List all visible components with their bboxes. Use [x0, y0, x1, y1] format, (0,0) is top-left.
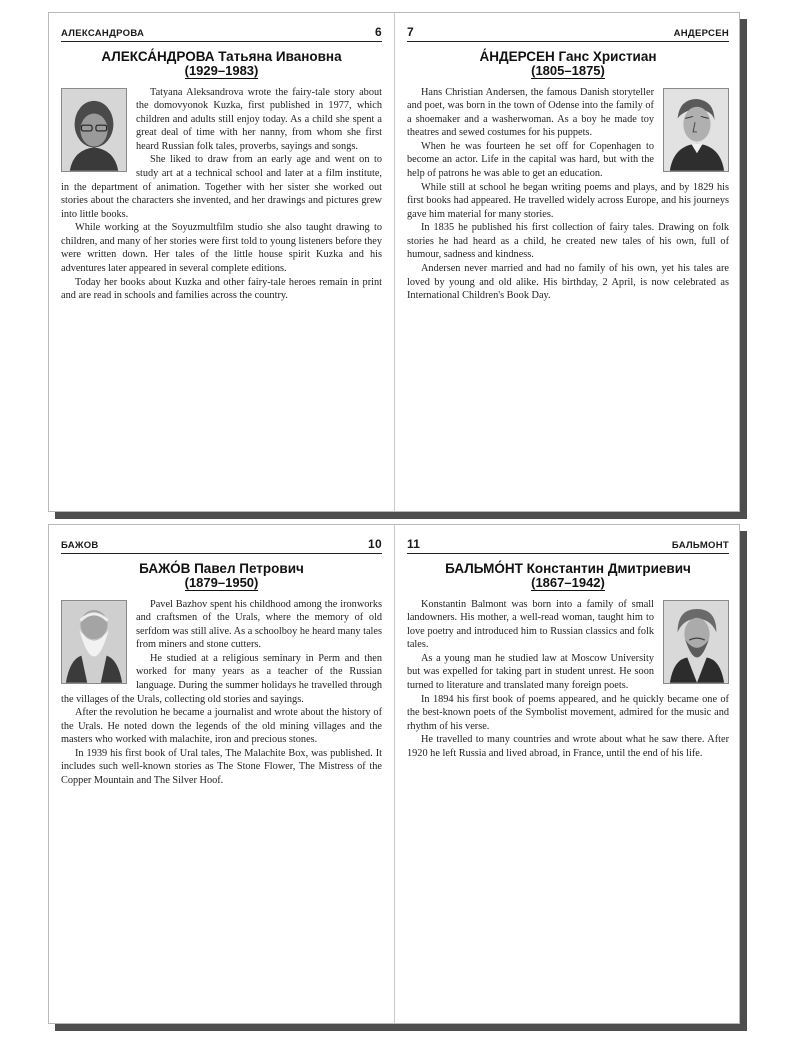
running-head-title: БАЖОВ	[61, 540, 99, 551]
author-portrait	[663, 600, 729, 684]
article-body	[407, 598, 729, 761]
page-number: 6	[375, 25, 382, 39]
page-6	[49, 13, 395, 511]
paragraph: He travelled to many countries and wrote about what he saw there. After 1920 he left Russia and lived abroad, in France, until the end of his life.	[407, 734, 729, 759]
page-10	[49, 525, 395, 1023]
page-number: 11	[407, 537, 421, 551]
running-head-title: БАЛЬМОНТ	[671, 540, 729, 551]
author-years-text: (1867–1942)	[531, 574, 605, 590]
top-spread	[48, 12, 740, 512]
page-number: 10	[368, 537, 382, 551]
paragraph: He studied at a religious seminary in Perm and then worked for many years as a teacher of the Russian language. During the summer holidays he travelled through the villages of the Urals, collecting old stories and sayings.	[61, 652, 382, 705]
paragraph: In 1939 his first book of Ural tales, The Malachite Box, was published. It includes such well-known stories as The Stone Flower, The Mistress of the Copper Mountain and The Silver Hoof.	[61, 747, 382, 787]
paragraph: While still at school he began writing poems and plays, and by 1829 his first books had appeared. He travelled widely across Europe, and his journeys gave him material for many stories.	[407, 181, 729, 220]
article-body	[61, 86, 382, 303]
running-head	[407, 25, 729, 42]
author-portrait	[61, 600, 127, 684]
paragraph: Pavel Bazhov spent his childhood among the ironworks and craftsmen of the Urals, where the memory of old serfdom was still alive. As a schoolboy he heard many tales from miners and stone cutters.	[136, 598, 382, 651]
author-portrait	[61, 88, 127, 172]
article-body	[407, 86, 729, 303]
author-name: БАЛЬМО́НТ Константин Дмитриевич	[445, 561, 691, 576]
portrait-image	[62, 89, 126, 171]
paragraph: Andersen never married and had no family of his own, yet his tales are loved by young and old alike. His birthday, 2 April, is now celebrated as International Children's Book Day.	[407, 263, 729, 302]
portrait-image	[62, 601, 126, 683]
running-head	[407, 537, 729, 554]
paragraph: Today her books about Kuzka and other fairy-tale heroes remain in print and are read in schools and families across the country.	[61, 276, 382, 302]
running-head	[61, 25, 382, 42]
portrait-image	[664, 601, 728, 683]
paragraph: Hans Christian Andersen, the famous Danish storyteller and poet, was born in the town of Odense into the family of a shoemaker and a washerwoman. As a boy he made toy theatres and sewed costumes for his puppets.	[407, 86, 654, 139]
paragraph: In 1835 he published his first collection of fairy tales. Drawing on folk stories he had heard as a child, he created new tales of his own, full of humour, sadness and kindness.	[407, 222, 729, 261]
author-portrait	[663, 88, 729, 172]
page-number: 7	[407, 25, 414, 39]
paragraph: After the revolution he became a journalist and wrote about the history of the Urals. He noted down the legends of the old mining villages and the masters who worked with malachite, iron and precious stones.	[61, 707, 382, 746]
paragraph: When he was fourteen he set off for Copenhagen to become an actor. Life in the capital was hard, but with the help of patrons he was able to get an education.	[407, 140, 654, 179]
author-years-text: (1879–1950)	[184, 574, 259, 590]
bottom-spread	[48, 524, 740, 1024]
author-name: АЛЕКСА́НДРОВА Татьяна Ивановна	[101, 49, 342, 64]
running-head-title: АНДЕРСЕН	[673, 28, 729, 39]
portrait-image	[664, 89, 728, 171]
author-years-text: (1805–1875)	[531, 62, 605, 78]
page-7	[395, 13, 741, 511]
paragraph: While working at the Soyuzmultfilm studio she also taught drawing to children, and many of her stories were first told to young listeners before they were written down. Her tales of the little house spirit Kuzka and his adventures later appeared in several complete editions.	[61, 222, 382, 275]
paragraph: Konstantin Balmont was born into a family of small landowners. His mother, a well-read woman, taught him to love poetry and introduced him to Russian classics and folk tales.	[407, 598, 654, 651]
paragraph: Tatyana Aleksandrova wrote the fairy-tale story about the domovyonok Kuzka, first published in 1977, which children and adults still enjoy today. As a child she spent a great deal of time with her nanny, from whom she first heard Russian folk tales, proverbs, sayings and songs.	[136, 86, 382, 152]
author-years	[61, 64, 382, 77]
author-name: А́НДЕРСЕН Ганс Христиан	[479, 49, 657, 64]
running-head-title: АЛЕКСАНДРОВА	[61, 28, 145, 39]
author-years	[407, 576, 729, 589]
paragraph: In 1894 his first book of poems appeared, and he quickly became one of the best-known poets of the Symbolist movement, admired for the music and rhythm of his verse.	[407, 693, 729, 732]
article-body	[61, 598, 382, 788]
author-years-text: (1929–1983)	[184, 62, 259, 78]
running-head	[61, 537, 382, 554]
paragraph: She liked to draw from an early age and went on to study art at a technical school and later at a film institute, in the department of animation. Together with her sister she worked out stories about the characters she invented, and her drawings and pictures grew into little books.	[61, 154, 382, 220]
author-name: БАЖО́В Павел Петрович	[139, 561, 304, 576]
page-11	[395, 525, 741, 1023]
author-years	[407, 64, 729, 77]
author-years	[61, 576, 382, 589]
paragraph: As a young man he studied law at Moscow University but was expelled for taking part in student unrest. He soon turned to literature and translated many foreign poets.	[407, 652, 654, 691]
